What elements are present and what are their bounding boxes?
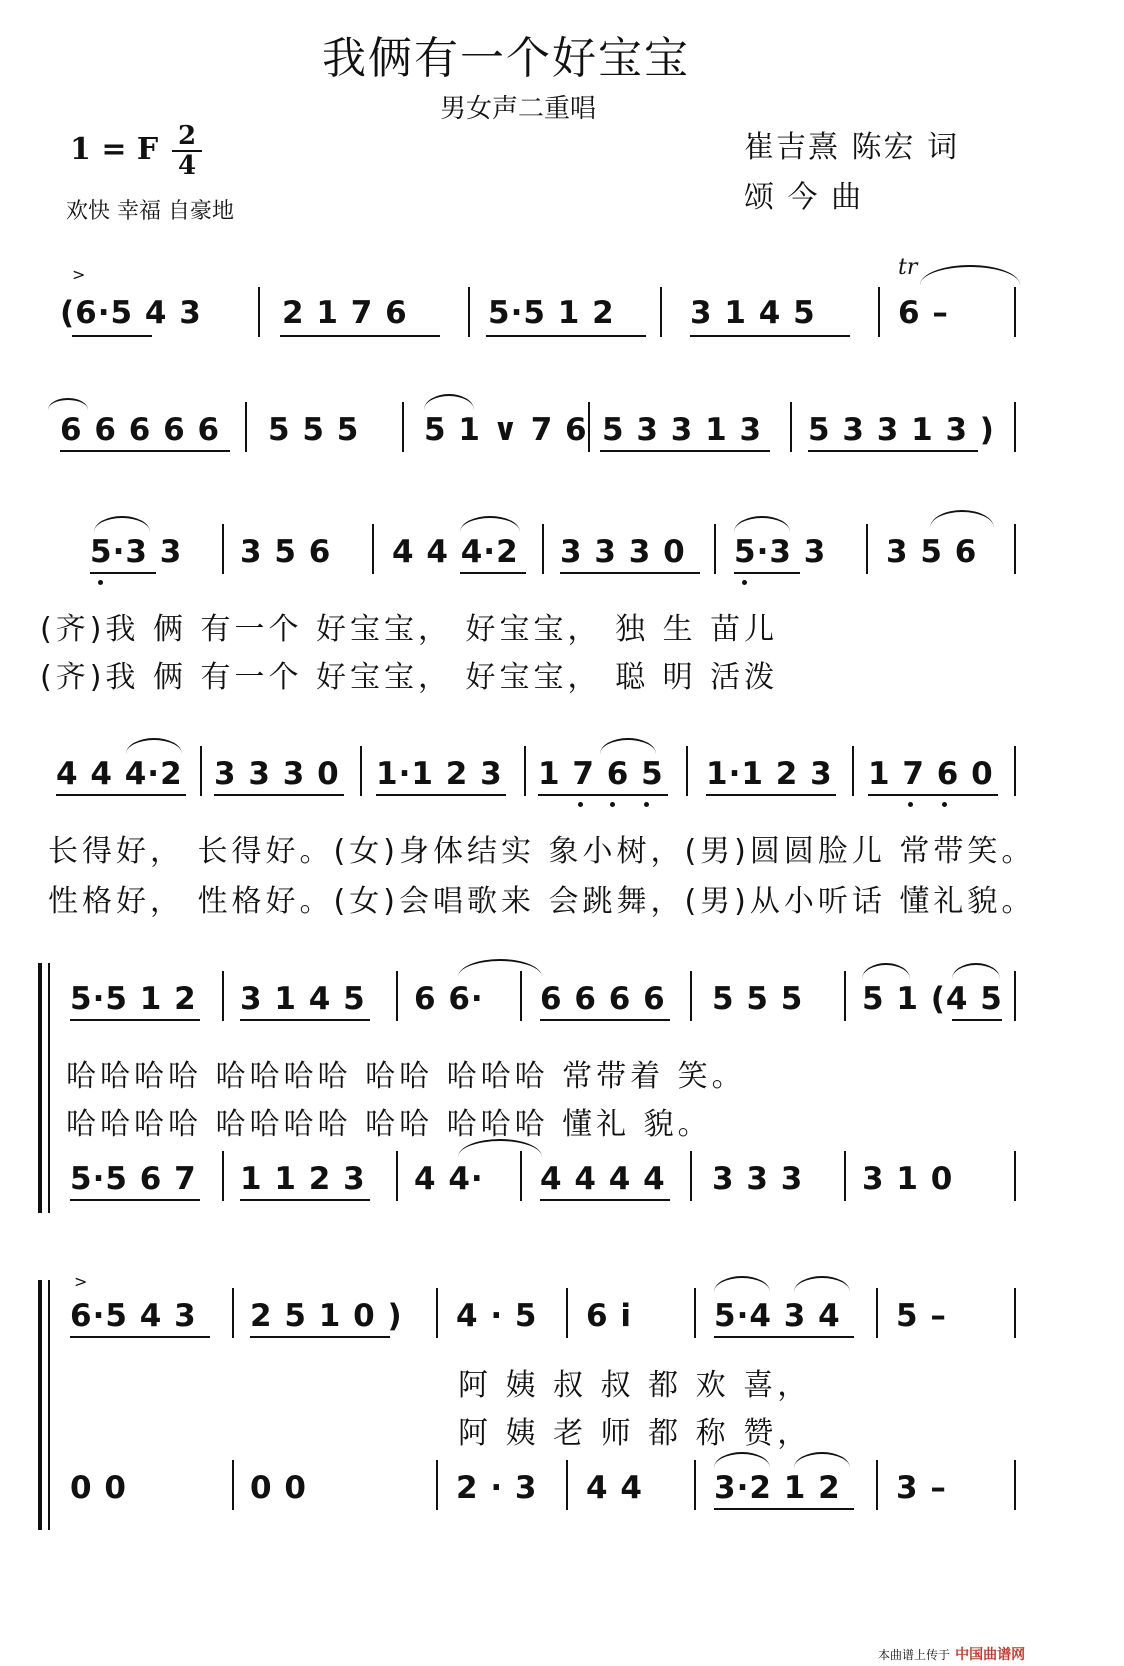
trill-mark: tr (898, 255, 918, 280)
time-signature (172, 121, 202, 181)
measure-9: 5 3 3 1 3 (602, 412, 763, 448)
site-logo: 中国曲谱网 (955, 1647, 1026, 1663)
measure-26: 6 6 6 6 (540, 981, 666, 1017)
lyric-verse-2: 阿 姨 老 师 都 称 赞， (458, 1416, 812, 1451)
measure-3: 5·5 1 2 (488, 295, 615, 331)
time-signature-top: 2 (177, 121, 197, 151)
key-signature: 1 = F (70, 132, 159, 167)
lyric-verse-2: 哈哈哈哈 哈哈哈哈 哈哈 哈哈哈 懂礼 貌。 (66, 1107, 712, 1142)
system-bracket (38, 963, 42, 1213)
measure-30: 2 5 1 0 ) (250, 1298, 403, 1334)
lyric-verse-1: 哈哈哈哈 哈哈哈哈 哈哈 哈哈哈 常带着 笑。 (66, 1059, 746, 1094)
measure-5: 6 – (898, 295, 949, 331)
measure-17: 4 4 4·2 (56, 756, 183, 792)
phrase-slur (424, 394, 474, 410)
measure-8: 5 1 ∨ 7 6 (424, 412, 588, 448)
score-row-4 (0, 730, 1124, 920)
lower-measure-27: 3 3 3 (712, 1161, 804, 1197)
measure-23: 5·5 1 2 (70, 981, 197, 1017)
measure-31: 4 · 5 (456, 1298, 538, 1334)
score-row-6-duet (0, 1268, 1124, 1538)
score-row-3 (0, 508, 1124, 698)
lower-measure-30: 0 0 (250, 1470, 307, 1506)
time-signature-bottom: 4 (177, 151, 197, 181)
system-bracket (38, 1280, 42, 1530)
measure-29: 6·5 4 3 (70, 1298, 197, 1334)
lower-measure-24: 1 1 2 3 (240, 1161, 366, 1197)
lower-measure-32: 4 4 (586, 1470, 643, 1506)
lower-measure-28: 3 1 0 (862, 1161, 954, 1197)
lyricist-credit: 崔吉熹 陈宏 词 (744, 130, 960, 165)
measure-11: 5·3 3 (90, 534, 183, 570)
song-title: 我俩有一个好宝宝 (322, 33, 690, 84)
score-row-2 (0, 380, 1124, 480)
upload-text: 本曲谱上传于 (878, 1648, 951, 1662)
measure-16: 3 5 6 (886, 534, 978, 570)
lyric-verse-1: 阿 姨 叔 叔 都 欢 喜， (458, 1368, 812, 1403)
measure-7: 5 5 5 (268, 412, 360, 448)
lyric-verse-2: (齐)我 俩 有一个 好宝宝， 好宝宝， 聪 明 活泼 (40, 660, 779, 695)
lower-measure-26: 4 4 4 4 (540, 1161, 666, 1197)
lyric-verse-2: 性格好， 性格好。(女)会唱歌来 会跳舞，(男)从小听话 懂礼貌。 (48, 884, 1036, 919)
tempo-marking: 欢快 幸福 自豪地 (66, 199, 234, 224)
measure-4: 3 1 4 5 (690, 295, 816, 331)
lower-measure-23: 5·5 6 7 (70, 1161, 197, 1197)
measure-22: 1 7 6 0 (868, 756, 994, 792)
measure-1: (6·5 4 3 (60, 295, 202, 331)
measure-15: 5·3 3 (734, 534, 827, 570)
score-row-1 (0, 255, 1124, 365)
tie-slur (48, 398, 88, 410)
lyric-verse-1: 长得好， 长得好。(女)身体结实 象小树，(男)圆圆脸儿 常带笑。 (48, 834, 1036, 869)
song-subtitle: 男女声二重唱 (440, 94, 597, 124)
accent-mark: > (72, 265, 86, 284)
composer-credit: 颂 今 曲 (744, 180, 864, 215)
measure-12: 3 5 6 (240, 534, 332, 570)
measure-2: 2 1 7 6 (282, 295, 408, 331)
lower-measure-31: 2 · 3 (456, 1470, 538, 1506)
measure-33: 5·4 3 4 (714, 1298, 841, 1334)
measure-6: 6 6 6 6 6 (60, 412, 221, 448)
lower-measure-34: 3 – (896, 1470, 947, 1506)
lower-measure-25: 4 4· (414, 1161, 484, 1197)
measure-27: 5 5 5 (712, 981, 804, 1017)
measure-25: 6 6· (414, 981, 484, 1017)
measure-28: 5 1 (4 5 (862, 981, 1003, 1017)
lower-measure-33: 3·2 1 2 (714, 1470, 841, 1506)
measure-19: 1·1 2 3 (376, 756, 503, 792)
measure-14: 3 3 3 0 (560, 534, 686, 570)
measure-21: 1·1 2 3 (706, 756, 833, 792)
lower-measure-29: 0 0 (70, 1470, 127, 1506)
trill-slur (920, 265, 1020, 285)
measure-13: 4 4 4·2 (392, 534, 519, 570)
measure-10: 5 3 3 1 3 ) (808, 412, 995, 448)
upload-footer (878, 1644, 1025, 1664)
measure-24: 3 1 4 5 (240, 981, 366, 1017)
measure-32: 6 i (586, 1298, 632, 1334)
measure-20: 1 7 6 5 (538, 756, 664, 792)
measure-34: 5 – (896, 1298, 947, 1334)
accent-mark: > (74, 1272, 88, 1291)
score-row-5-duet (0, 955, 1124, 1225)
lyric-verse-1: (齐)我 俩 有一个 好宝宝， 好宝宝， 独 生 苗儿 (40, 612, 779, 647)
measure-18: 3 3 3 0 (214, 756, 340, 792)
